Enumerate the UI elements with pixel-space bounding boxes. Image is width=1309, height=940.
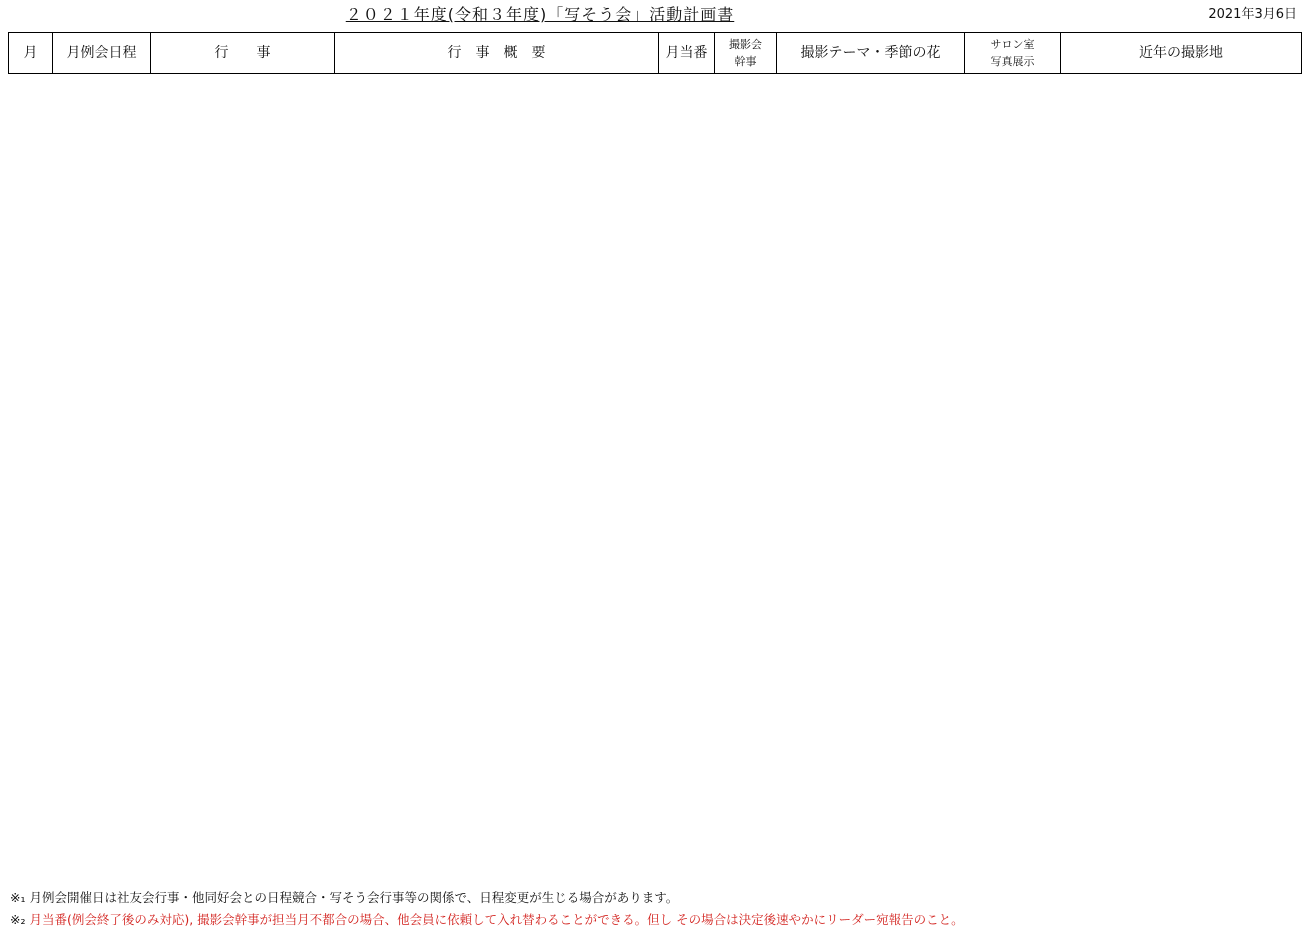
- document-date: 2021年3月6日: [1208, 7, 1297, 22]
- header-salon: [965, 33, 1061, 74]
- header-organizer-line2: 幹事: [734, 55, 757, 68]
- footnote-2-text: 月当番(例会終了後のみ対応), 撮影会幹事が担当月不都合の場合、他会員に依頼して入れ替わることができる。但し その場合は決定後速やかにリーダー宛報告のこと。: [29, 912, 964, 927]
- footnote-2: [10, 910, 964, 928]
- header-salon-line2: 写真展示: [990, 55, 1035, 68]
- header-event: 行 事: [151, 33, 335, 74]
- activity-plan-table: [8, 32, 1302, 74]
- header-duty: 月当番: [659, 33, 715, 74]
- header-summary: 行 事 概 要: [335, 33, 659, 74]
- document-title: ２０２１年度(令和３年度)「写そう会」活動計画書: [345, 5, 735, 24]
- header-organizer: [715, 33, 777, 74]
- header-theme: 撮影テーマ・季節の花: [777, 33, 965, 74]
- header-month: 月: [9, 33, 53, 74]
- header-organizer-line1: 撮影会: [729, 38, 762, 51]
- header-meeting-date: 月例会日程: [53, 33, 151, 74]
- footnote-1: ※₁ 月例会開催日は社友会行事・他同好会との日程競合・写そう会行事等の関係で、日程変更が生じる場合があります。: [10, 890, 679, 905]
- header-row: [9, 33, 1302, 74]
- header-recent-locations: 近年の撮影地: [1061, 33, 1302, 74]
- footnote-2-mark: ※₂: [10, 912, 30, 927]
- header-salon-line1: サロン室: [990, 38, 1035, 51]
